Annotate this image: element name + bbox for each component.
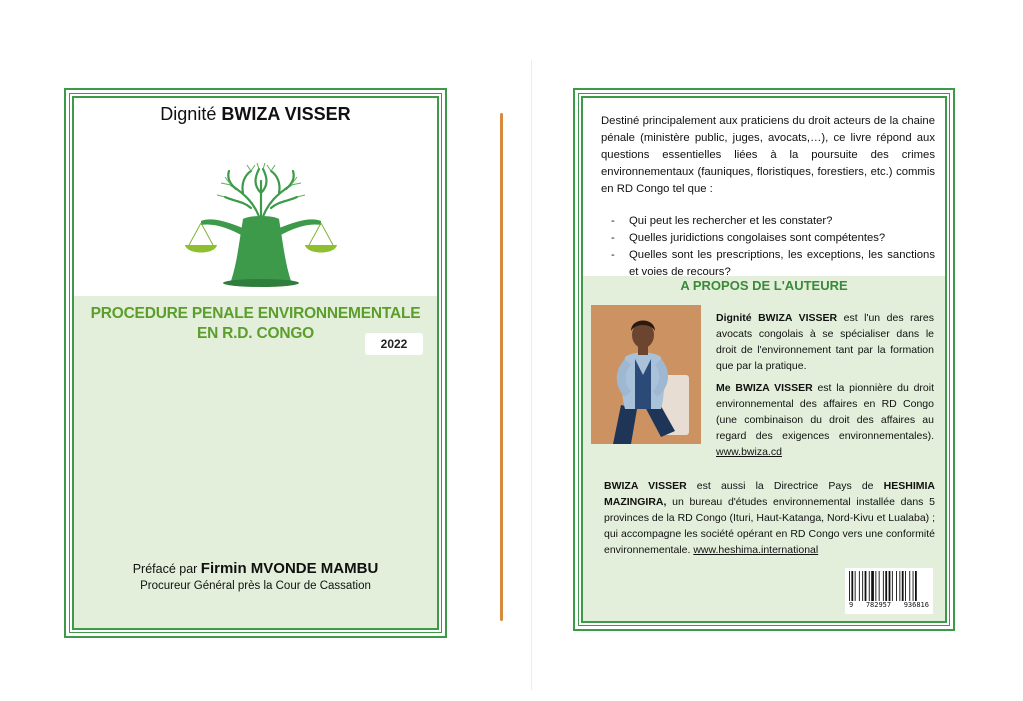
- bio-paragraph-2: Me BWIZA VISSER est la pionnière du droit environnemental des affaires en RD Congo (une combinaison du droit des affaires au regard des exigences environnementales). www.bwiza.cd: [716, 382, 935, 458]
- heshima-link[interactable]: www.heshima.international: [693, 544, 819, 556]
- barcode-stripe: [915, 571, 917, 601]
- isbn-barcode: [845, 568, 933, 614]
- barcode-stripe: [909, 571, 910, 601]
- isbn-number: 9 782957 936816: [849, 601, 929, 609]
- barcode-stripe: [865, 571, 867, 601]
- barcode-bars: [849, 571, 929, 601]
- barcode-stripe: [869, 571, 870, 601]
- baobab-tree-scales-icon: [181, 163, 341, 289]
- barcode-stripe: [899, 571, 900, 601]
- barcode-stripe: [913, 571, 914, 601]
- barcode-stripe: [871, 571, 874, 601]
- barcode-stripe: [885, 571, 887, 601]
- author-photo: [591, 305, 701, 444]
- about-heading: A PROPOS DE L'AUTEURE: [680, 278, 848, 293]
- barcode-stripe: [849, 571, 850, 601]
- barcode-stripe: [892, 571, 893, 601]
- barcode-stripe: [875, 571, 876, 601]
- barcode-stripe: [855, 571, 856, 601]
- barcode-stripe: [905, 571, 906, 601]
- question-list: [601, 213, 935, 281]
- barcode-stripe: [902, 571, 904, 601]
- barcode-stripe: [859, 571, 860, 601]
- bio-paragraph-1: Dignité BWIZA VISSER est l'un des rares avocats congolais à se spécialiser dans le droit de l'environnement tant par la formation que par la pratique.: [716, 312, 935, 372]
- barcode-stripe: [883, 571, 884, 601]
- book-title: PROCEDURE PENALE ENVIRONNEMENTALE EN R.D. CONGO: [90, 305, 421, 342]
- barcode-stripe: [879, 571, 880, 601]
- preface-line: Préfacé par Firmin MVONDE MAMBU: [132, 560, 379, 577]
- barcode-stripe: [896, 571, 897, 601]
- preface-role: Procureur Général près la Cour de Cassation: [140, 580, 371, 592]
- back-cover: [573, 88, 955, 631]
- front-cover: [64, 88, 447, 638]
- bio-paragraph-3: BWIZA VISSER est aussi la Directrice Pays de HESHIMIA MAZINGIRA, un bureau d'études environnemental installée dans 5 provinces de la RD Congo (Ituri, Haut-Katanga, Nord-Kivu et Lualaba) ; qui accompagne les société opérant en RD Congo vers une conformité environnementale. www.heshima.international: [604, 480, 935, 556]
- list-item: - Qui peut les rechercher et les constater?: [601, 213, 935, 230]
- year-badge: 2022: [365, 333, 423, 355]
- barcode-stripe: [862, 571, 863, 601]
- book-description: Destiné principalement aux praticiens du droit acteurs de la chaine pénale (ministère public, juges, avocats,…), ce livre répond aux questions essentielles liées à la poursuite des crimes environnementaux (fauniques, floristiques, forestiers, etc.) commis en RD Congo tel que :: [601, 115, 935, 195]
- barcode-stripe: [889, 571, 891, 601]
- page-fold: [531, 60, 532, 690]
- list-item: - Quelles juridictions congolaises sont compétentes?: [601, 230, 935, 247]
- author-name: Dignité BWIZA VISSER: [160, 104, 351, 124]
- list-item: - Quelles sont les prescriptions, les exceptions, les sanctions et voies de recours?: [601, 247, 935, 281]
- barcode-stripe: [851, 571, 853, 601]
- bwiza-link[interactable]: www.bwiza.cd: [716, 446, 782, 458]
- book-spine: [500, 113, 503, 621]
